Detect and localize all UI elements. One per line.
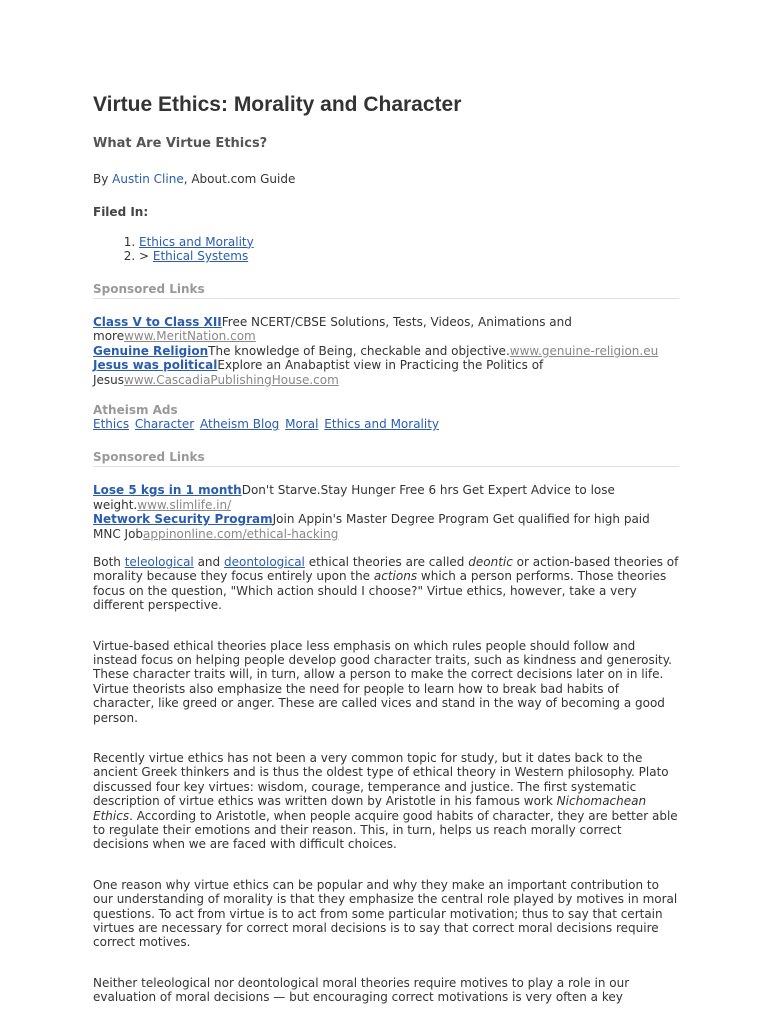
filed-in-item: [139, 249, 679, 263]
ad-item: [93, 512, 679, 541]
article-content: [93, 92, 679, 1005]
p1-emphasis: actions: [373, 569, 418, 584]
sponsored-links-heading: Sponsored Links: [93, 450, 679, 467]
p1-emphasis: deontic: [468, 554, 513, 569]
ad-url-link[interactable]: www.CascadiaPublishingHouse.com: [124, 372, 339, 387]
p1-text: Both: [93, 554, 125, 569]
body-paragraph-1: [93, 555, 679, 613]
ad-text: Free NCERT/CBSE Solutions, Tests, Videos, Animations and more: [93, 315, 572, 344]
ad-url-link[interactable]: www.slimlife.in/: [137, 497, 232, 512]
p1-text: or action-based theories of morality because they focus entirely upon the: [93, 554, 679, 584]
sponsored-links-heading: Sponsored Links: [93, 282, 679, 299]
ad-title-link[interactable]: Network Security Program: [93, 512, 273, 527]
article-subtitle: What Are Virtue Ethics?: [93, 136, 268, 151]
atheism-ad-link-moral[interactable]: Moral: [285, 417, 319, 432]
atheism-ads-links: [93, 417, 679, 431]
ad-item: [93, 358, 679, 387]
ad-url-link[interactable]: www.genuine-religion.eu: [509, 343, 659, 358]
sponsored-links-block: [93, 483, 679, 541]
ad-text: Join Appin's Master Degree Program Get qualified for high paid MNC Job: [93, 512, 650, 541]
body-paragraph-2: Virtue-based ethical theories place less emphasis on which rules people should follow and instead focus on helping people develop good character traits, such as kindness and generosity. These character traits will, in turn, allow a person to make the correct decisions later on in life. Virtue theorists also emphasize the need for people to learn how to break bad habits of character, like greed or anger. These are called vices and stand in the way of becoming a good person.: [93, 638, 672, 725]
byline: [93, 172, 679, 186]
filed-in-list: [93, 235, 679, 264]
ad-title-link[interactable]: Jesus was political: [93, 358, 218, 373]
ad-url-link[interactable]: appinonline.com/ethical-hacking: [143, 526, 339, 541]
article-title: Virtue Ethics: Morality and Character: [93, 93, 462, 116]
byline-prefix: By: [93, 172, 113, 186]
p1-text: which a person performs. Those theories focus on the question, "Which action should I choose?" Virtue ethics, however, take a very different perspective.: [93, 569, 667, 613]
p3-text: . According to Aristotle, when people acquire good habits of character, they are better able to regulate their emotions and their reason. This, in turn, helps us reach morally correct decisions when we are faced with difficult choices.: [93, 808, 678, 852]
ad-title-link[interactable]: Lose 5 kgs in 1 month: [93, 483, 242, 498]
sponsored-links-block: [93, 315, 679, 387]
deontological-link[interactable]: deontological: [223, 554, 305, 569]
p3-emphasis: Nichomachean Ethics: [93, 794, 647, 823]
p1-text: ethical theories are called: [304, 554, 469, 569]
p1-text: and: [193, 554, 224, 569]
ad-text: Don't Starve.Stay Hunger Free 6 hrs Get Expert Advice to lose weight.: [93, 483, 615, 512]
author-link[interactable]: Austin Cline: [112, 172, 184, 186]
atheism-ad-link-ethics-and-morality[interactable]: Ethics and Morality: [324, 417, 440, 432]
ad-text: Explore an Anabaptist view in Practicing the Politics of Jesus: [93, 358, 544, 387]
teleological-link[interactable]: teleological: [124, 554, 194, 569]
filed-in-link-ethical-systems[interactable]: Ethical Systems: [152, 249, 249, 264]
ad-text: The knowledge of Being, checkable and objective.: [208, 343, 510, 358]
body-paragraph-4: One reason why virtue ethics can be popular and why they make an important contribution to our understanding of morality is that they emphasize the central role played by motives in moral questions. To act from virtue is to act from some particular motivation; thus to say that certain virtues are necessary for correct moral decisions is to say that correct moral decisions require correct motives.: [93, 877, 678, 950]
filed-in-prefix: >: [139, 249, 153, 264]
body-paragraph-3: [93, 751, 679, 852]
ad-item: [93, 483, 679, 512]
filed-in-label: Filed In:: [93, 205, 149, 220]
atheism-ad-link-atheism-blog[interactable]: Atheism Blog: [199, 417, 280, 432]
ad-item: [93, 315, 679, 344]
body-paragraph-5: Neither teleological nor deontological moral theories require motives to play a role in our evaluation of moral decisions — but encouraging correct motivations is very often a key: [93, 975, 630, 1005]
ad-title-link[interactable]: Class V to Class XII: [93, 315, 222, 330]
ad-item: [93, 344, 679, 358]
filed-in-link-ethics-and-morality[interactable]: Ethics and Morality: [139, 234, 254, 249]
atheism-ad-link-character[interactable]: Character: [134, 417, 195, 432]
p3-text: Recently virtue ethics has not been a very common topic for study, but it dates back to the ancient Greek thinkers and is thus the oldest type of ethical theory in Western philosophy. Plato discussed four key virtues: wisdom, courage, temperance and justice. The first systematic description of virtue ethics was written down by Aristotle in his famous work: [93, 750, 669, 809]
ad-url-link[interactable]: www.MeritNation.com: [124, 329, 256, 344]
atheism-ad-link-ethics[interactable]: Ethics: [93, 417, 130, 432]
filed-in-item: [139, 235, 679, 249]
ad-title-link[interactable]: Genuine Religion: [93, 343, 209, 358]
byline-suffix: , About.com Guide: [183, 172, 296, 186]
atheism-ads-heading: Atheism Ads: [93, 403, 178, 418]
